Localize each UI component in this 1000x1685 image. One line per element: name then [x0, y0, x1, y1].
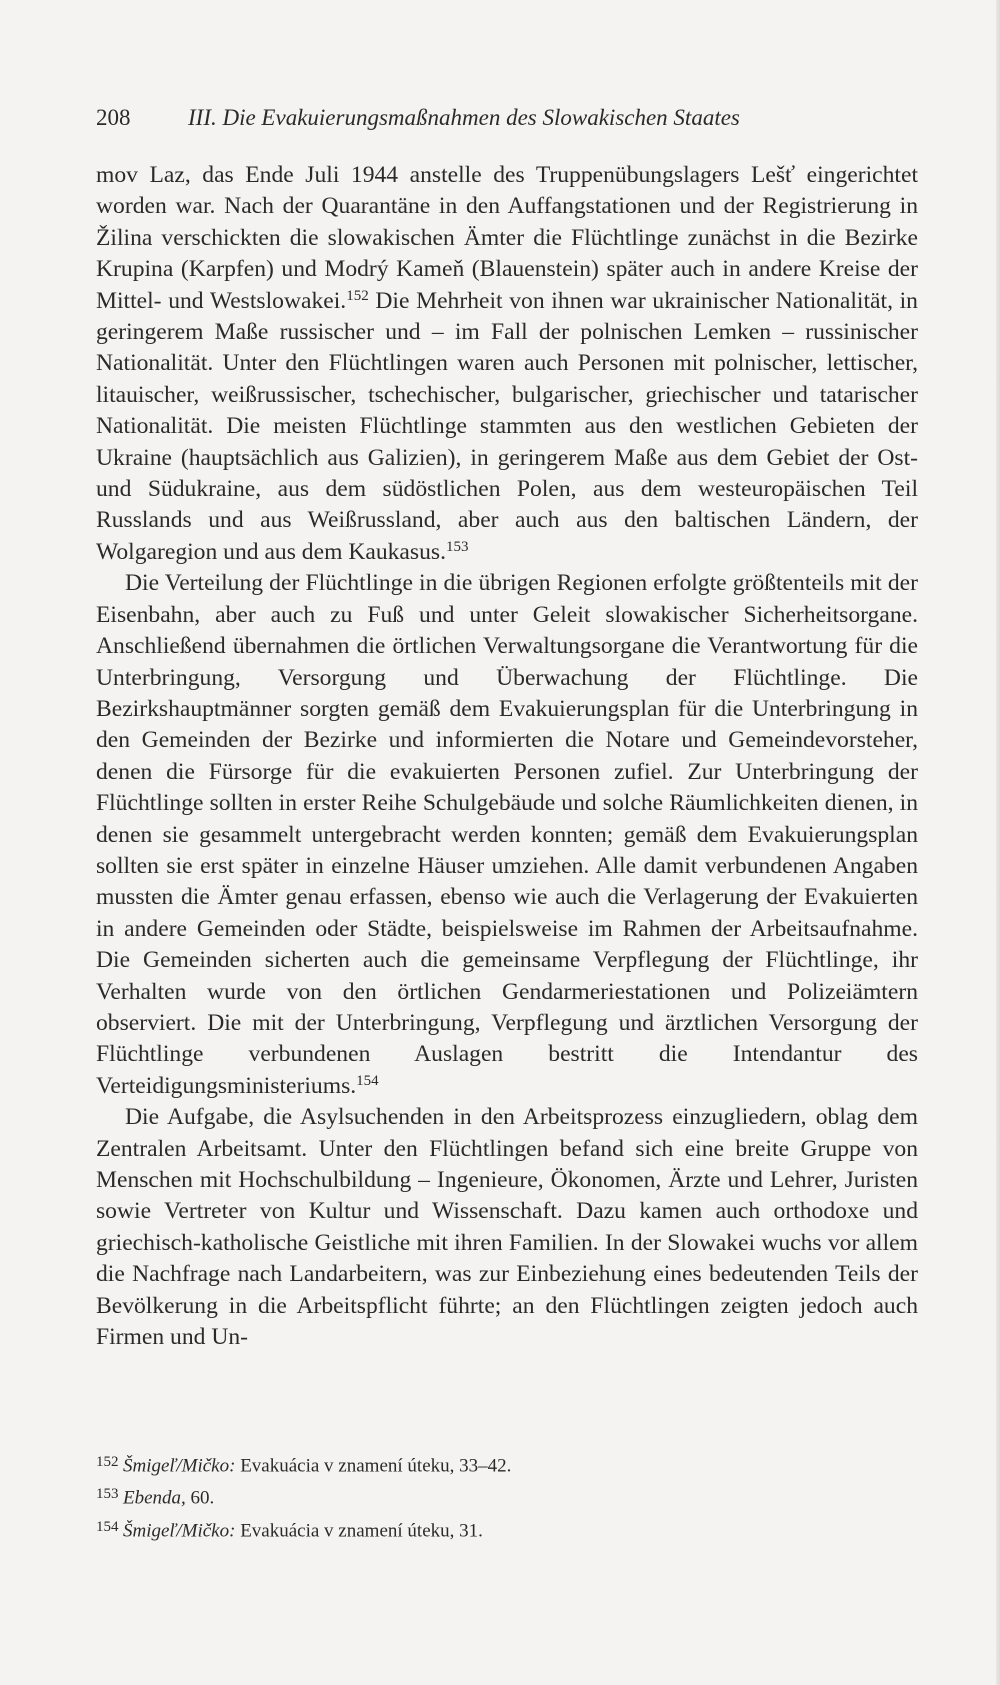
paragraph — [96, 1102, 918, 1353]
footnote-author: Ebenda, — [123, 1487, 186, 1509]
footnote — [96, 1448, 918, 1480]
main-text — [96, 160, 918, 1353]
footnote-ref: 153 — [445, 538, 469, 555]
footnote-text: Evakuácia v znamení úteku, 33–42. — [235, 1455, 512, 1477]
paragraph-text: Die Mehrheit von ihnen war ukrainischer Nationalität, in geringerem Maße russischer und – im Fall der polnischen Lemken – russinischer Nationalität. Unter den Flüchtlingen waren auch Personen mit polnischer, lettischer, litauischer, weißrussischer, tschechischer, bulgarischer, griechischer und tatarischer Nationalität. Die meisten Flüchtlinge stammten aus den westlichen Gebieten der Ukraine (hauptsächlich aus Galizien), in geringerem Maße aus dem Gebiet der Ost- und Südukraine, aus dem südöstlichen Polen, aus dem westeuropäischen Teil Russlands und aus Weißrussland, aber auch aus den baltischen Ländern, der Wolgaregion und aus dem Kaukasus. — [96, 287, 918, 565]
paragraph-text: Die Aufgabe, die Asylsuchenden in den Arbeitsprozess einzugliedern, oblag dem Zentralen Arbeitsamt. Unter den Flüchtlingen befand sich eine breite Gruppe von Menschen mit Hochschulbildung – Ingenieure, Ökonomen, Ärzte und Lehrer, Juristen sowie Vertreter von Kultur und Wissenschaft. Dazu kamen auch orthodoxe und griechisch-katholische Geistliche mit ihren Familien. In der Slowakei wuchs vor allem die Nachfrage nach Landarbeitern, was zur Einbeziehung eines bedeutenden Teils der Bevölkerung in die Arbeitspflicht führte; an den Flüchtlingen zeigten jedoch auch Firmen und Un- — [96, 1104, 918, 1351]
running-header — [96, 103, 926, 133]
footnote-text: 60. — [185, 1487, 215, 1509]
footnote-author: Šmigeľ/Mičko: — [123, 1455, 236, 1477]
paragraph-text: Die Verteilung der Flüchtlinge in die übrigen Regionen erfolgte größtenteils mit der Eisenbahn, aber auch zu Fuß und unter Geleit slowakischer Sicherheitsorgane. Anschließend übernahmen die örtlichen Verwaltungsorgane die Verantwortung für die Unterbringung, Versorgung und Überwachung der Flüchtlinge. Die Bezirkshauptmänner sorgten gemäß dem Evakuierungsplan für die Unterbringung in den Gemeinden der Bezirke und informierten die Notare und Gemeindevorsteher, denen die Fürsorge für die evakuierten Personen zufiel. Zur Unterbringung der Flüchtlinge sollten in erster Reihe Schulgebäude und solche Räumlichkeiten dienen, in denen sie gesammelt untergebracht werden konnten; gemäß dem Evakuierungsplan sollten sie erst später in einzelne Häuser umziehen. Alle damit verbundenen Angaben mussten die Ämter genau erfassen, ebenso wie auch die Verlagerung der Evakuierten in andere Gemeinden oder Städte, beispielsweise im Rahmen der Arbeitsaufnahme. Die Gemeinden sicherten auch die gemeinsame Verpflegung der Flüchtlinge, ihr Verhalten wurde von den örtlichen Gendarmeriestationen und Polizeiämtern observiert. Die mit der Unterbringung, Verpflegung und ärztlichen Versorgung der Flüchtlinge verbundenen Auslagen bestritt die Intendantur des Verteidigungsministeriums. — [96, 570, 918, 1099]
running-title: III. Die Evakuierungsmaßnahmen des Slowakischen Staates — [188, 105, 740, 130]
page-number: 208 — [96, 105, 131, 130]
footnote-number: 153 — [96, 1486, 119, 1503]
footnotes — [96, 1448, 918, 1545]
footnote-ref: 152 — [346, 287, 369, 304]
footnote-author: Šmigeľ/Mičko: — [123, 1519, 236, 1541]
footnote-number: 152 — [96, 1454, 119, 1470]
footnote-text: Evakuácia v znamení úteku, 31. — [235, 1519, 483, 1541]
footnote-number: 154 — [96, 1518, 119, 1535]
page-edge-shadow — [996, 0, 1000, 1685]
paragraph — [96, 568, 918, 1102]
footnote — [96, 1513, 918, 1545]
footnote — [96, 1480, 918, 1512]
footnote-ref: 154 — [356, 1072, 379, 1089]
paragraph-text: mov Laz, das Ende Juli 1944 anstelle des Truppenübungslagers Lešť eingerichtet worden war. Nach der Quarantäne in den Auffangstationen und der Registrierung in Žilina verschickten die slowakischen Ämter die Flüchtlinge zunächst in die Bezirke Krupina (Karpfen) und Modrý Kameň (Blauenstein) später auch in andere Kreise der Mittel- und Westslowakei. — [96, 162, 918, 314]
paragraph — [96, 160, 918, 568]
